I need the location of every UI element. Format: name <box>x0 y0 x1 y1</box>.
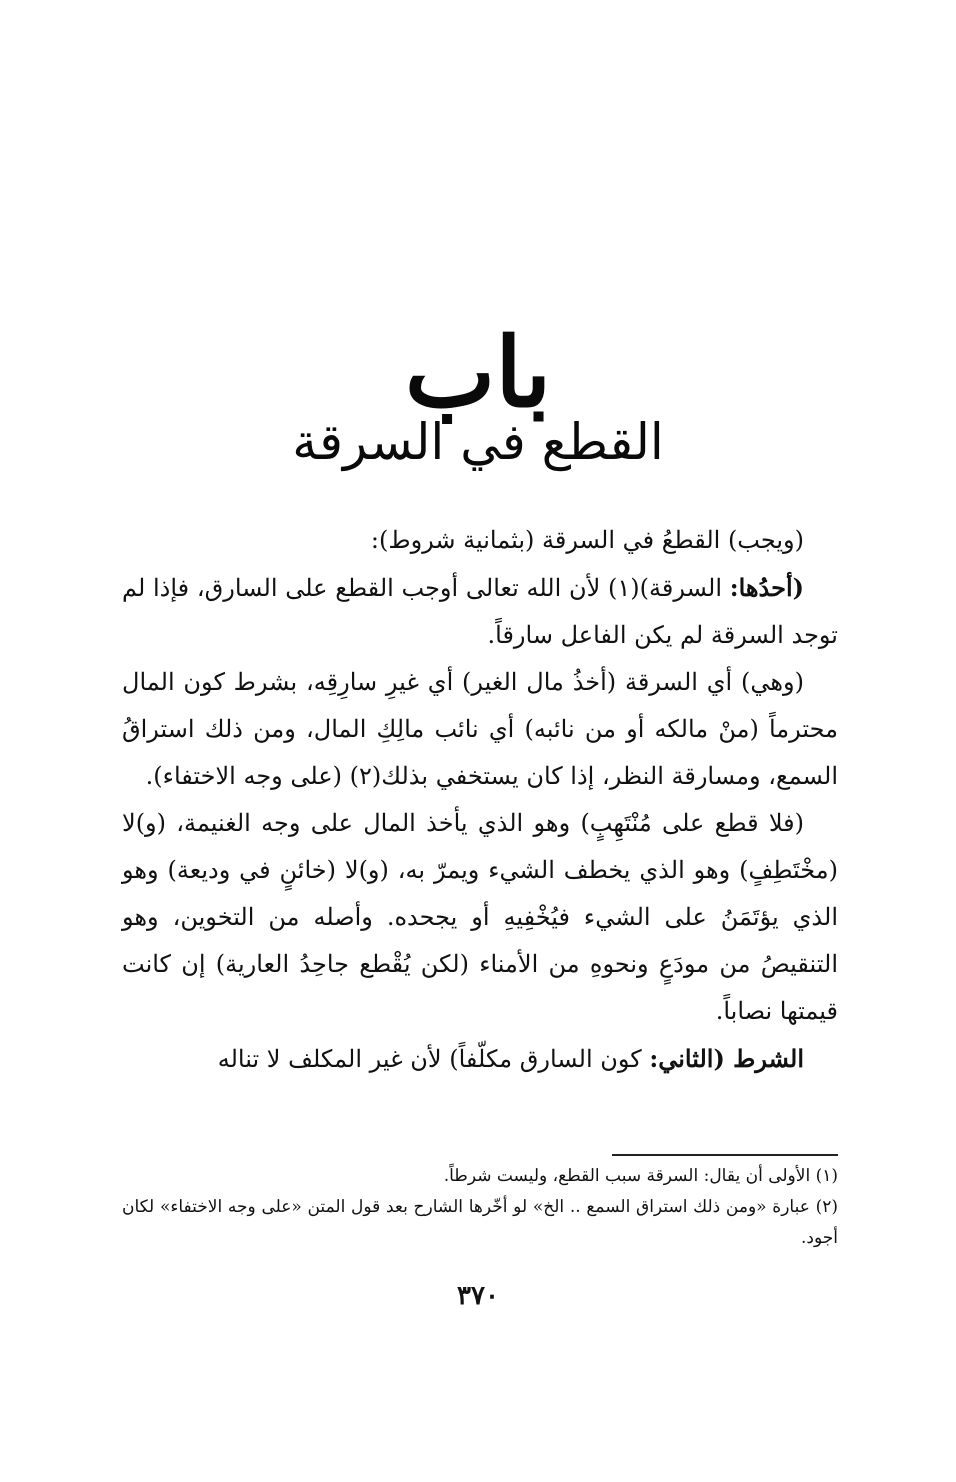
footnotes <box>122 1161 838 1254</box>
paragraph-5-lead: الشرط (الثاني: <box>649 1044 804 1073</box>
paragraph-5 <box>122 1035 838 1083</box>
paragraph-2-lead: (أحدُها: <box>729 573 804 602</box>
main-text <box>122 517 838 1083</box>
footnote-2: (٢) عبارة «ومن ذلك استراق السمع .. الخ» لو أخّرها الشارح بعد قول المتن «على وجه الاختفاء» لكان أجود. <box>122 1197 838 1248</box>
footnote-1: (١) الأولى أن يقال: السرقة سبب القطع، وليست شرطاً. <box>443 1166 838 1186</box>
paragraph-2 <box>122 564 838 659</box>
chapter-heading-bab: باب <box>404 316 552 429</box>
footnote-separator <box>612 1154 838 1156</box>
paragraph-4: (فلا قطع على مُنْتَهِبٍ) وهو الذي يأخذ المال على وجه الغنيمة، (و)لا (مخْتَطِفٍ) وهو الذي يخطف الشيء ويمرّ به، (و)لا (خائنٍ في وديعة) وهو الذي يؤتَمَنُ على الشيء فيُخْفِيهِ أو يجحده. وأصله من التخوين، وهو التنقيصُ من مودَعٍ ونحوهِ من الأمناء (لكن يُقْطع جاحِدُ العارية) إن كانت قيمتها نصاباً. <box>122 809 838 1025</box>
page-number: ٣٧٠ <box>457 1281 499 1311</box>
paragraph-2-text: السرقة)(١) لأن الله تعالى أوجب القطع على السارق، فإذا لم توجد السرقة لم يكن الفاعل سارقاً. <box>122 574 838 649</box>
chapter-title: القطع في السرقة <box>292 413 664 471</box>
paragraph-3: (وهي) أي السرقة (أخذُ مال الغير) أي غيرِ سارِقِه، بشرط كون المال محترماً (منْ مالكه أو من نائبه) أي نائب مالِكِ المال، ومن ذلك استراقُ السمع، ومسارقة النظر، إذا كان يستخفي بذلك(٢) (على وجه الاختفاء). <box>122 668 838 790</box>
paragraph-5-text: كون السارق مكلّفاً) لأن غير المكلف لا تناله <box>217 1045 650 1073</box>
paragraph-1: (ويجب) القطعُ في السرقة (بثمانية شروط): <box>370 526 804 554</box>
